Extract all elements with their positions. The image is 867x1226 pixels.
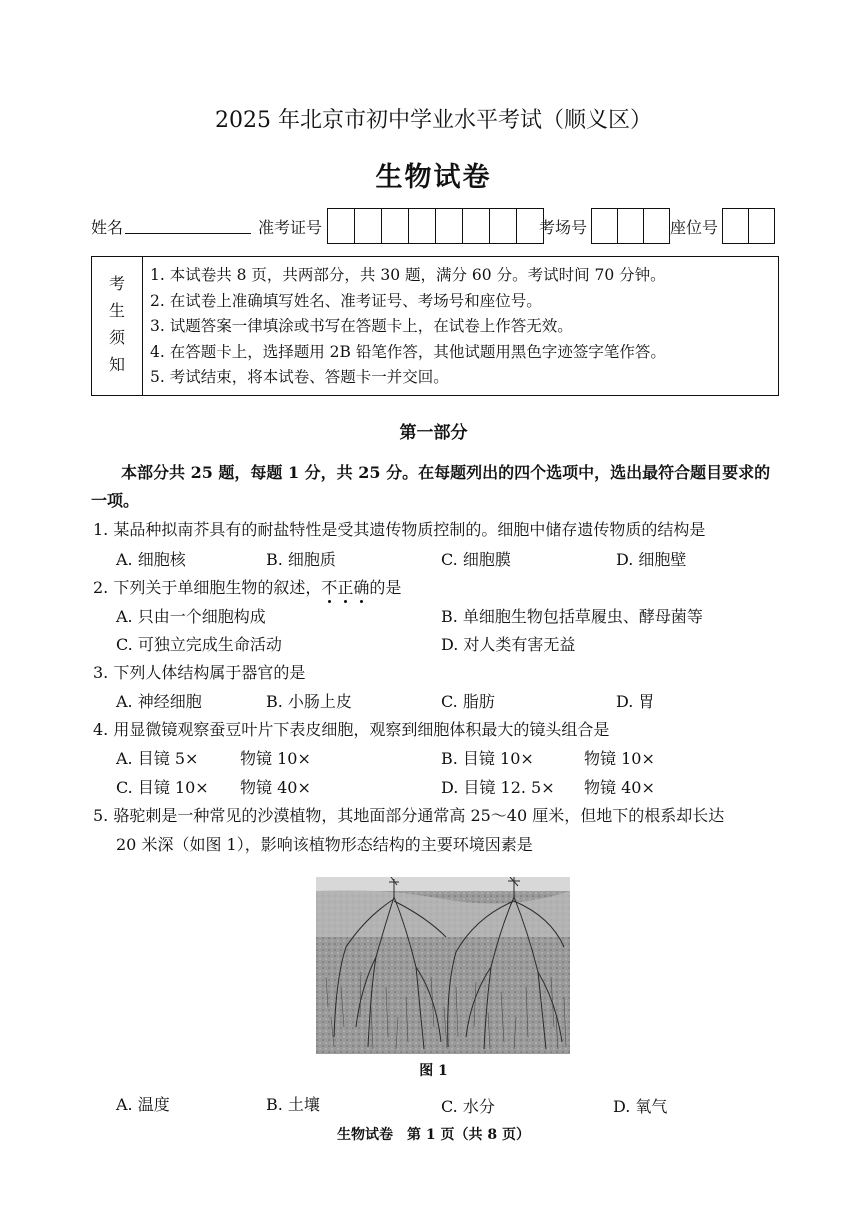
notice-item: 5. 考试结束，将本试卷、答题卡一并交回。 <box>150 368 449 386</box>
exam-id-box[interactable] <box>328 209 355 243</box>
question-5-option-d[interactable]: D. 氧气 <box>613 1097 668 1116</box>
option-d-objective: 物镜 40× <box>584 778 655 797</box>
option-c-eyepiece: C. 目镜 10× <box>116 778 209 797</box>
emphasis-char: 确 <box>353 578 370 597</box>
page-footer: 生物试卷 第 1 页（共 8 页） <box>337 1127 530 1143</box>
question-2-option-b[interactable]: B. 单细胞生物包括草履虫、酵母菌等 <box>441 607 703 626</box>
room-box[interactable] <box>618 209 644 243</box>
option-a-objective: 物镜 10× <box>240 749 311 768</box>
option-b-objective: 物镜 10× <box>584 749 655 768</box>
question-3-option-a[interactable]: A. 神经细胞 <box>116 692 202 711</box>
question-3-option-b[interactable]: B. 小肠上皮 <box>266 692 352 711</box>
name-blank[interactable] <box>125 233 251 234</box>
exam-id-box[interactable] <box>490 209 517 243</box>
notice-item: 1. 本试卷共 8 页，共两部分，共 30 题，满分 60 分。考试时间 70 分钟。 <box>150 266 666 284</box>
question-1-option-d[interactable]: D. 细胞壁 <box>616 550 687 569</box>
question-1-stem: 1. 某品种拟南芥具有的耐盐特性是受其遗传物质控制的。细胞中储存遗传物质的结构是 <box>93 520 706 539</box>
question-4-option-b[interactable] <box>441 746 655 769</box>
notice-side-label <box>92 257 143 395</box>
candidate-info-row <box>91 208 781 244</box>
room-box[interactable] <box>592 209 618 243</box>
question-2-stem-end: 的是 <box>369 578 402 597</box>
option-c-objective: 物镜 40× <box>240 778 311 797</box>
question-1-option-c[interactable]: C. 细胞膜 <box>441 550 511 569</box>
notice-side-char: 生 <box>108 301 125 320</box>
notice-side-char: 考 <box>108 274 125 293</box>
section-title: 第一部分 <box>399 423 468 443</box>
question-4-option-a[interactable] <box>116 746 311 769</box>
question-1-option-a[interactable]: A. 细胞核 <box>116 550 186 569</box>
option-b-eyepiece: B. 目镜 10× <box>441 749 534 768</box>
notice-item: 3. 试题答案一律填涂或书写在答题卡上，在试卷上作答无效。 <box>150 317 573 335</box>
notice-item: 4. 在答题卡上，选择题用 2B 铅笔作答，其他试题用黑色字迹签字笔作答。 <box>150 342 666 361</box>
name-label: 姓名 <box>91 218 124 237</box>
option-d-eyepiece: D. 目镜 12. 5× <box>441 778 555 797</box>
emphasis-char: 不 <box>321 578 338 597</box>
room-boxes[interactable] <box>591 208 670 244</box>
seat-box[interactable] <box>749 209 774 243</box>
section-intro: 本部分共 25 题，每题 1 分，共 25 分。在每题列出的四个选项中，选出最符合题目要求的一项。 <box>91 463 771 510</box>
room-label: 考场号 <box>539 218 588 237</box>
notice-side-char: 知 <box>108 355 125 374</box>
exam-id-box[interactable] <box>382 209 409 243</box>
exam-title: 2025 年北京市初中学业水平考试（顺义区） <box>215 108 652 133</box>
figure-caption: 图 1 <box>419 1063 448 1079</box>
question-2-stem-start: 2. 下列关于单细胞生物的叙述， <box>93 578 322 597</box>
question-5-option-c[interactable]: C. 水分 <box>441 1097 495 1116</box>
exam-subject-title: 生物试卷 <box>375 162 492 193</box>
question-4-option-c[interactable] <box>116 775 311 798</box>
notice-list <box>150 263 666 391</box>
question-2-option-a[interactable]: A. 只由一个细胞构成 <box>116 607 266 626</box>
exam-id-box[interactable] <box>436 209 463 243</box>
question-4-option-d[interactable] <box>441 775 655 798</box>
question-2-stem <box>93 575 401 598</box>
root-system-illustration <box>316 877 570 1054</box>
question-5-stem-line-1: 5. 骆驼刺是一种常见的沙漠植物，其地面部分通常高 25～40 厘米，但地下的根系却长达 <box>93 806 725 825</box>
exam-id-box[interactable] <box>463 209 490 243</box>
notice-item: 2. 在试卷上准确填写姓名、准考证号、考场号和座位号。 <box>150 291 542 310</box>
seat-box[interactable] <box>723 209 749 243</box>
question-2-option-d[interactable]: D. 对人类有害无益 <box>441 635 576 654</box>
question-3-stem: 3. 下列人体结构属于器官的是 <box>93 663 306 682</box>
question-5-option-b[interactable]: B. 土壤 <box>266 1095 320 1114</box>
question-5-option-a[interactable]: A. 温度 <box>116 1095 170 1114</box>
question-3-option-c[interactable]: C. 脂肪 <box>441 692 495 711</box>
question-2-option-c[interactable]: C. 可独立完成生命活动 <box>116 635 282 654</box>
seat-label: 座位号 <box>670 218 719 237</box>
exam-id-label: 准考证号 <box>258 218 323 237</box>
camelthorn-root-figure <box>316 877 570 1054</box>
exam-id-boxes[interactable] <box>327 208 544 244</box>
exam-id-box[interactable] <box>355 209 382 243</box>
question-4-stem: 4. 用显微镜观察蚕豆叶片下表皮细胞，观察到细胞体积最大的镜头组合是 <box>93 720 610 739</box>
question-3-option-d[interactable]: D. 胃 <box>616 692 655 711</box>
emphasis-char: 正 <box>337 578 354 597</box>
exam-id-box[interactable] <box>409 209 436 243</box>
notice-side-char: 须 <box>108 328 125 347</box>
question-1-option-b[interactable]: B. 细胞质 <box>266 550 336 569</box>
option-a-eyepiece: A. 目镜 5× <box>116 749 199 768</box>
candidate-notice-box <box>91 256 779 396</box>
room-box[interactable] <box>644 209 669 243</box>
question-5-stem-line-2: 20 米深（如图 1），影响该植物形态结构的主要环境因素是 <box>116 835 533 854</box>
seat-boxes[interactable] <box>722 208 775 244</box>
